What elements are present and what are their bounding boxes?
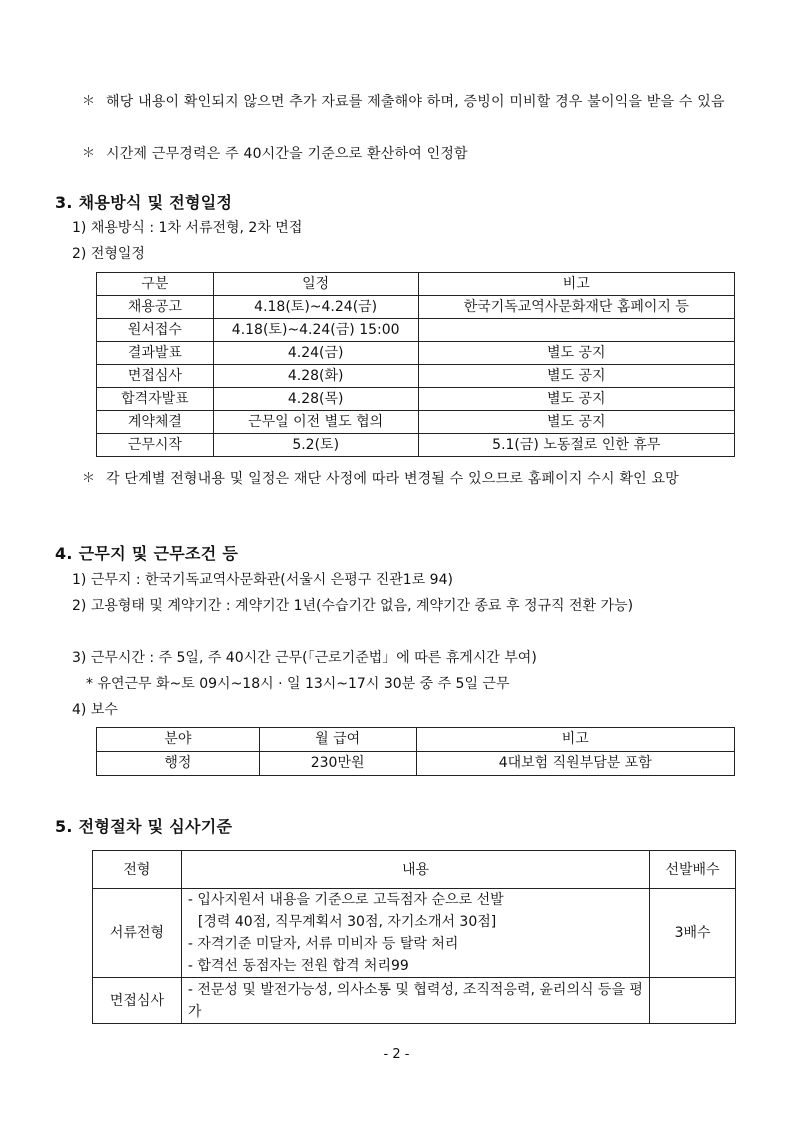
table-header-row [97,273,735,296]
table-row [93,889,736,978]
cell-stage: 근무시작 [97,434,214,457]
asterisk-icon: ＊ [82,146,96,161]
table-row [97,752,735,776]
table-header-row [93,851,736,889]
header-cell: 내용 [181,851,649,889]
content-line: - 전문성 및 발전가능성, 의사소통 및 협력성, 조직적응력, 윤리의식 등을 평가 [187,981,643,1020]
salary-table [96,727,735,776]
cell-note: 별도 공지 [418,342,734,365]
cell-stage: 계약체결 [97,411,214,434]
table-row [97,411,735,434]
cell-date: 4.24(금) [213,342,418,365]
asterisk-icon: ＊ [82,94,96,109]
table-header-row [97,728,735,752]
table-row [97,342,735,365]
page-number: - 2 - [383,1047,410,1062]
cell-note: 5.1(금) 노동절로 인한 휴무 [418,434,734,457]
header-cell: 선발배수 [650,851,736,889]
cell-date: 5.2(토) [213,434,418,457]
workplace: 1) 근무지 : 한국기독교역사문화관(서울시 은평구 진관1로 94) [72,572,453,588]
note-text: 각 단계별 전형내용 및 일정은 재단 사정에 따라 변경될 수 있으므로 홈페이지 수시 확인 요망 [106,471,679,487]
note-part-time [82,142,742,166]
cell-stage: 면접심사 [97,365,214,388]
cell-date: 4.18(토)~4.24(금) [213,296,418,319]
table-row [97,434,735,457]
cell-stage: 채용공고 [97,296,214,319]
cell-date: 근무일 이전 별도 협의 [213,411,418,434]
schedule-table [96,272,735,457]
employment-type [72,594,740,618]
cell-stage: 면접심사 [93,978,182,1024]
cell-note: 별도 공지 [418,388,734,411]
table-row [97,319,735,342]
working-hours: 3) 근무시간 : 주 5일, 주 40시간 근무(「근로기준법」에 따른 휴게시간 부여) [72,650,537,666]
section-4-title: 4. 근무지 및 근무조건 등 [55,544,239,563]
section-3-title: 3. 채용방식 및 전형일정 [55,193,233,212]
cell-note: 별도 공지 [418,411,734,434]
cell-stage: 서류전형 [93,889,182,978]
header-cell: 비고 [418,273,734,296]
cell-salary: 230만원 [259,752,416,776]
table-row [97,365,735,388]
header-cell: 일정 [213,273,418,296]
content-line: - 합격선 동점자는 전원 합격 처리99 [187,958,409,974]
salary-label: 4) 보수 [72,702,118,718]
note-text: 해당 내용이 확인되지 않으면 추가 자료를 제출해야 하며, 증빙이 미비할 경우 불이익을 받을 수 있음 [106,94,725,110]
section-5-title: 5. 전형절차 및 심사기준 [55,817,233,836]
flexible-work-note: * 유연근무 화~토 09시~18시 · 일 13시~17시 30분 중 주 5일 근무 [86,676,510,692]
note-text: 시간제 근무경력은 주 40시간을 기준으로 환산하여 인정함 [106,146,468,162]
cell-stage: 합격자발표 [97,388,214,411]
asterisk-icon: ＊ [82,471,96,486]
table-row [97,296,735,319]
cell-stage: 결과발표 [97,342,214,365]
header-cell: 비고 [416,728,735,752]
note-schedule-change [82,467,742,491]
table-row [97,388,735,411]
header-cell: 구분 [97,273,214,296]
cell-date: 4.18(토)~4.24(금) 15:00 [213,319,418,342]
cell-note: 4대보험 직원부담분 포함 [416,752,735,776]
table-row [93,978,736,1024]
cell-content [181,978,649,1024]
schedule-label: 2) 전형일정 [72,246,145,262]
cell-content [181,889,649,978]
criteria-table [92,850,736,1024]
content-line: - 입사지원서 내용을 기준으로 고득점자 순으로 선발 [187,892,504,908]
cell-note: 한국기독교역사문화재단 홈페이지 등 [418,296,734,319]
cell-stage: 원서접수 [97,319,214,342]
cell-field: 행정 [97,752,260,776]
cell-date: 4.28(화) [213,365,418,388]
cell-date: 4.28(목) [213,388,418,411]
cell-note [418,319,734,342]
employment-type-text: 2) 고용형태 및 계약기간 : 계약기간 1년(수습기간 없음, 계약기간 종료 후 정규직 전환 가능) [72,598,634,614]
note-evidence [82,90,742,114]
cell-multiple [650,978,736,1024]
content-line: [경력 40점, 직무계획서 30점, 자기소개서 30점] [197,914,497,930]
header-cell: 분야 [97,728,260,752]
header-cell: 월 급여 [259,728,416,752]
hiring-method: 1) 채용방식 : 1차 서류전형, 2차 면접 [72,220,303,236]
content-line: - 자격기준 미달자, 서류 미비자 등 탈락 처리 [187,936,459,952]
cell-multiple: 3배수 [650,889,736,978]
cell-note: 별도 공지 [418,365,734,388]
header-cell: 전형 [93,851,182,889]
